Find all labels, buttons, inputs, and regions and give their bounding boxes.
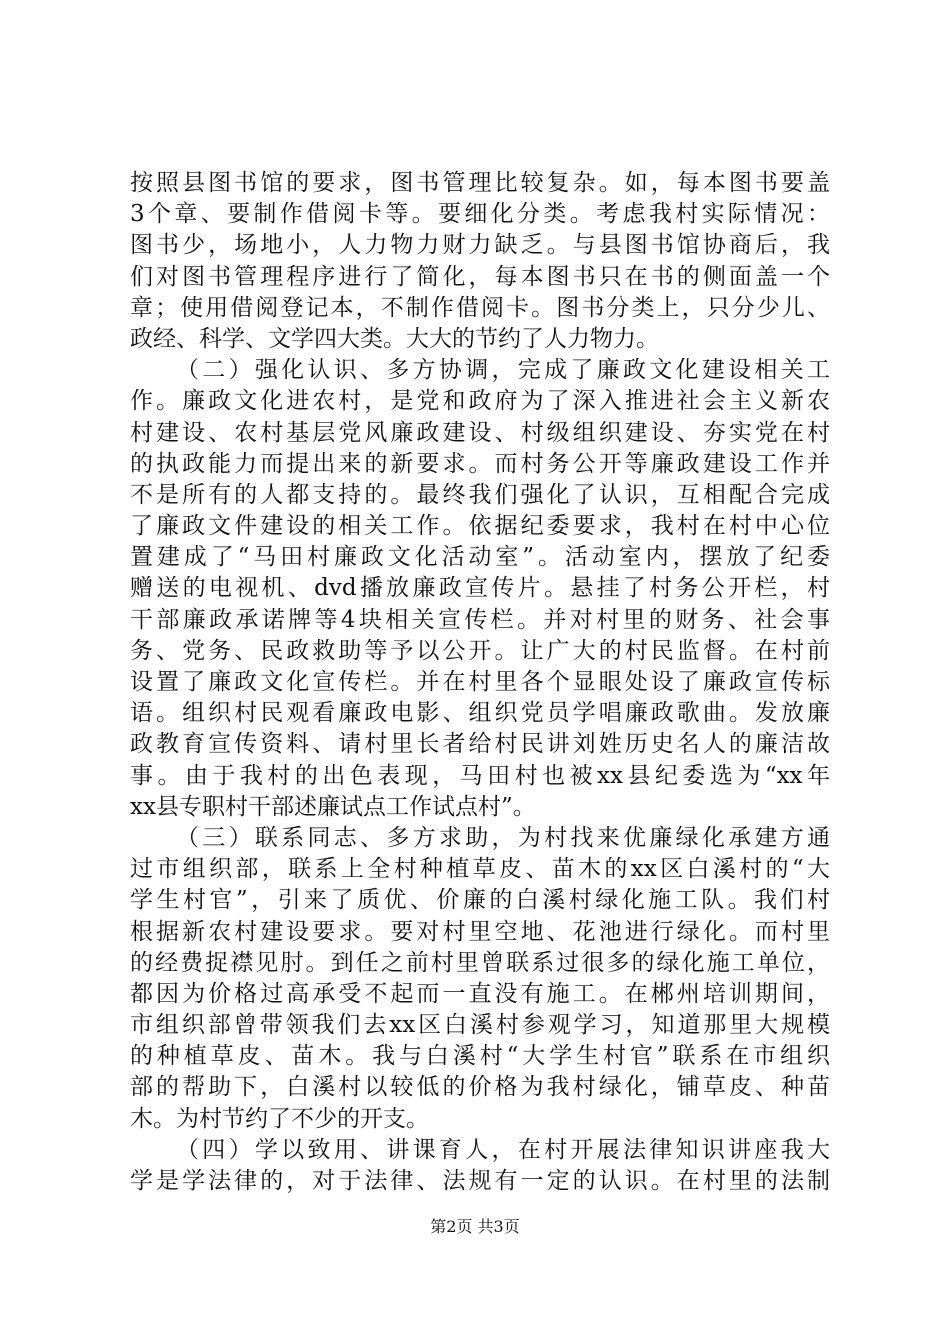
text-line: 的种植草皮、苗木。我与白溪村“大学生村官”联系在市组织 xyxy=(130,1043,830,1070)
text-line: 语。组织村民观看廉政电影、组织党员学唱廉政歌曲。发放廉 xyxy=(130,700,830,727)
text-line: 设置了廉政文化宣传栏。并在村里各个显眼处设了廉政宣传标 xyxy=(130,669,830,695)
text-line: 按照县图书馆的要求，图书管理比较复杂。如，每本图书要盖 xyxy=(130,170,830,196)
text-line: 学是学法律的，对于法律、法规有一定的认识。在村里的法制 xyxy=(130,1168,830,1194)
page-footer: 第2页 共3页 xyxy=(430,1217,520,1236)
text-line: 们对图书管理程序进行了简化，每本图书只在书的侧面盖一个 xyxy=(130,263,830,290)
text-line: （二）强化认识、多方协调，完成了廉政文化建设相关工 xyxy=(176,357,830,384)
text-line: 赠送的电视机、dvd播放廉政宣传片。悬挂了村务公开栏，村 xyxy=(130,575,830,602)
text-line: 图书少，场地小，人力物力财力缺乏。与县图书馆协商后，我 xyxy=(130,232,830,259)
text-line: 政教育宣传资料、请村里长者给村民讲刘姓历史名人的廉洁故 xyxy=(130,731,830,758)
text-line: （三）联系同志、多方求助，为村找来优廉绿化承建方通 xyxy=(176,824,830,851)
text-line: 都因为价格过高承受不起而一直没有施工。在郴州培训期间， xyxy=(130,980,830,1007)
text-line: （四）学以致用、讲课育人，在村开展法律知识讲座我大 xyxy=(176,1136,830,1163)
text-line: 的执政能力而提出来的新要求。而村务公开等廉政建设工作并 xyxy=(130,450,830,477)
text-line: 根据新农村建设要求。要对村里空地、花池进行绿化。而村里 xyxy=(130,918,830,945)
text-line: 了廉政文件建设的相关工作。依据纪委要求，我村在村中心位 xyxy=(130,513,830,540)
text-line: 事。由于我村的出色表现，马田村也被xx县纪委选为“xx年 xyxy=(130,762,830,789)
text-line: 务、党务、民政救助等予以公开。让广大的村民监督。在村前 xyxy=(130,637,830,664)
text-line: 市组织部曾带领我们去xx区白溪村参观学习，知道那里大规模 xyxy=(130,1012,830,1039)
text-line: 章；使用借阅登记本，不制作借阅卡。图书分类上，只分少儿、 xyxy=(130,294,830,321)
text-line: 村建设、农村基层党风廉政建设、村级组织建设、夯实党在村 xyxy=(130,419,830,446)
text-line: 置建成了“马田村廉政文化活动室”。活动室内，摆放了纪委 xyxy=(130,544,830,571)
text-line: 3个章、要制作借阅卡等。要细化分类。考虑我村实际情况： xyxy=(130,201,830,228)
text-line: 过市组织部，联系上全村种植草皮、苗木的xx区白溪村的“大 xyxy=(130,856,830,883)
text-line: 不是所有的人都支持的。最终我们强化了认识，互相配合完成 xyxy=(130,481,830,508)
text-line: 干部廉政承诺牌等4块相关宣传栏。并对村里的财务、社会事 xyxy=(130,606,830,633)
text-line: 的经费捉襟见肘。到任之前村里曾联系过很多的绿化施工单位， xyxy=(130,949,830,976)
text-line: 部的帮助下，白溪村以较低的价格为我村绿化，铺草皮、种苗 xyxy=(130,1074,830,1101)
text-line: xx县专职村干部述廉试点工作试点村”。 xyxy=(130,793,536,820)
text-line: 作。廉政文化进农村，是党和政府为了深入推进社会主义新农 xyxy=(130,388,830,415)
document-body xyxy=(130,168,830,1197)
text-line: 政经、科学、文学四大类。大大的节约了人力物力。 xyxy=(130,325,659,352)
text-line: 学生村官”，引来了质优、价廉的白溪村绿化施工队。我们村 xyxy=(130,887,830,914)
text-line: 木。为村节约了不少的开支。 xyxy=(130,1105,429,1132)
